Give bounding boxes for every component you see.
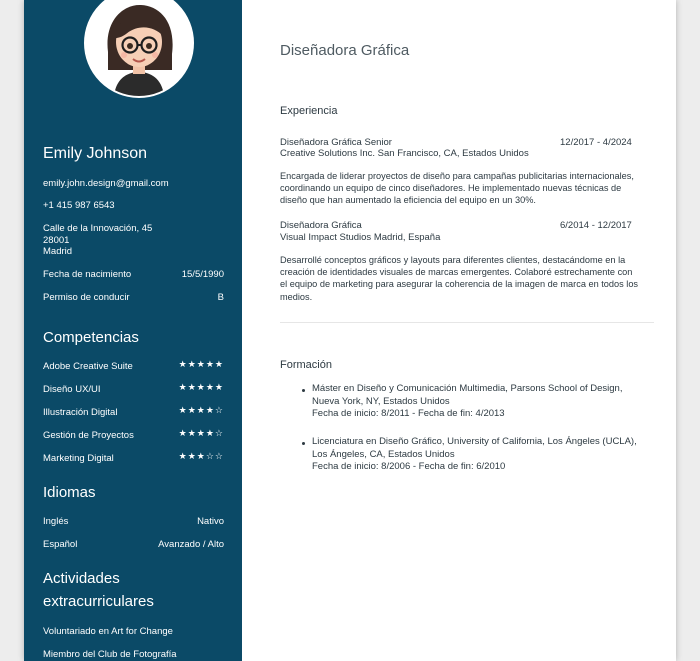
license-value: B	[217, 292, 224, 303]
bullet-icon	[302, 442, 305, 445]
activity-item: Miembro del Club de Fotografía	[43, 649, 177, 660]
address-line-3: Madrid	[43, 246, 73, 257]
skill-label: Gestión de Proyectos	[43, 430, 134, 441]
job-title: Diseñadora Gráfica	[280, 42, 410, 59]
job-role: Diseñadora Gráfica	[280, 220, 362, 231]
education-degree: Licenciatura en Diseño Gráfico, University of California, Los Ángeles (UCLA),	[312, 436, 637, 447]
language-label: Español	[43, 539, 78, 550]
address-line-2: 28001	[43, 235, 70, 246]
birth-date-label: Fecha de nacimiento	[43, 269, 132, 280]
job-company: Visual Impact Studios Madrid, España	[280, 232, 441, 243]
section-divider	[280, 322, 654, 323]
job-dates: 6/2014 - 12/2017	[560, 220, 632, 231]
language-level: Nativo	[197, 516, 224, 527]
resume-page	[24, 0, 676, 661]
sidebar	[24, 0, 242, 661]
license-label: Permiso de conducir	[43, 292, 130, 303]
job-description: Encargada de liderar proyectos de diseño para campañas publicitarias internacionales, coordinando un equipo de cinco diseñadores. He implementado nuevas técnicas de diseño que han aumentado la eficiencia del equipo en un 30%.	[280, 171, 634, 206]
skill-rating: ★★★★☆	[178, 406, 224, 416]
job-description: Desarrollé conceptos gráficos y layouts para diferentes clientes, destacándome en la creación de identidades visuales de marcas emergentes. Colaboré estrechamente con el equipo de marketing para asegurar la coherencia de la imagen de marca en todos los medios.	[280, 255, 639, 302]
languages-heading: Idiomas	[43, 484, 96, 501]
education-dates: Fecha de inicio: 8/2011 - Fecha de fin: 4/2013	[312, 408, 505, 419]
language-label: Inglés	[43, 516, 69, 527]
education-item	[312, 383, 652, 421]
avatar	[84, 0, 194, 98]
email: emily.john.design@gmail.com	[43, 178, 169, 189]
activities-heading-line-1: Actividades	[43, 570, 120, 587]
education-location: Nueva York, NY, Estados Unidos	[312, 395, 450, 407]
activities-heading-line-2: extracurriculares	[43, 593, 154, 610]
bullet-icon	[302, 389, 305, 392]
job-role: Diseñadora Gráfica Senior	[280, 137, 392, 148]
birth-date-value: 15/5/1990	[181, 269, 224, 280]
skill-rating: ★★★★★	[178, 383, 224, 393]
address-line-1: Calle de la Innovación, 45	[43, 223, 153, 234]
experience-heading: Experiencia	[280, 105, 338, 117]
activity-item: Voluntariado en Art for Change	[43, 626, 173, 637]
job-company: Creative Solutions Inc. San Francisco, CA, Estados Unidos	[280, 148, 529, 159]
skill-label: Diseño UX/UI	[43, 384, 101, 395]
language-level: Avanzado / Alto	[158, 539, 224, 550]
education-degree: Máster en Diseño y Comunicación Multimedia, Parsons School of Design,	[312, 383, 623, 394]
skill-label: Marketing Digital	[43, 453, 114, 464]
education-heading: Formación	[280, 359, 332, 371]
education-dates: Fecha de inicio: 8/2006 - Fecha de fin: 6/2010	[312, 461, 506, 472]
education-item	[312, 436, 652, 474]
candidate-name: Emily Johnson	[43, 145, 148, 162]
phone: +1 415 987 6543	[43, 200, 115, 211]
skill-rating: ★★★★☆	[178, 429, 224, 439]
skill-label: Adobe Creative Suite	[43, 361, 133, 372]
job-dates: 12/2017 - 4/2024	[560, 137, 632, 148]
skill-label: Illustración Digital	[43, 407, 118, 418]
avatar-illustration	[86, 0, 192, 96]
education-location: Los Ángeles, CA, Estados Unidos	[312, 448, 455, 460]
skill-rating: ★★★★★	[178, 360, 224, 370]
skill-rating: ★★★☆☆	[178, 452, 224, 462]
skills-heading: Competencias	[43, 329, 139, 346]
